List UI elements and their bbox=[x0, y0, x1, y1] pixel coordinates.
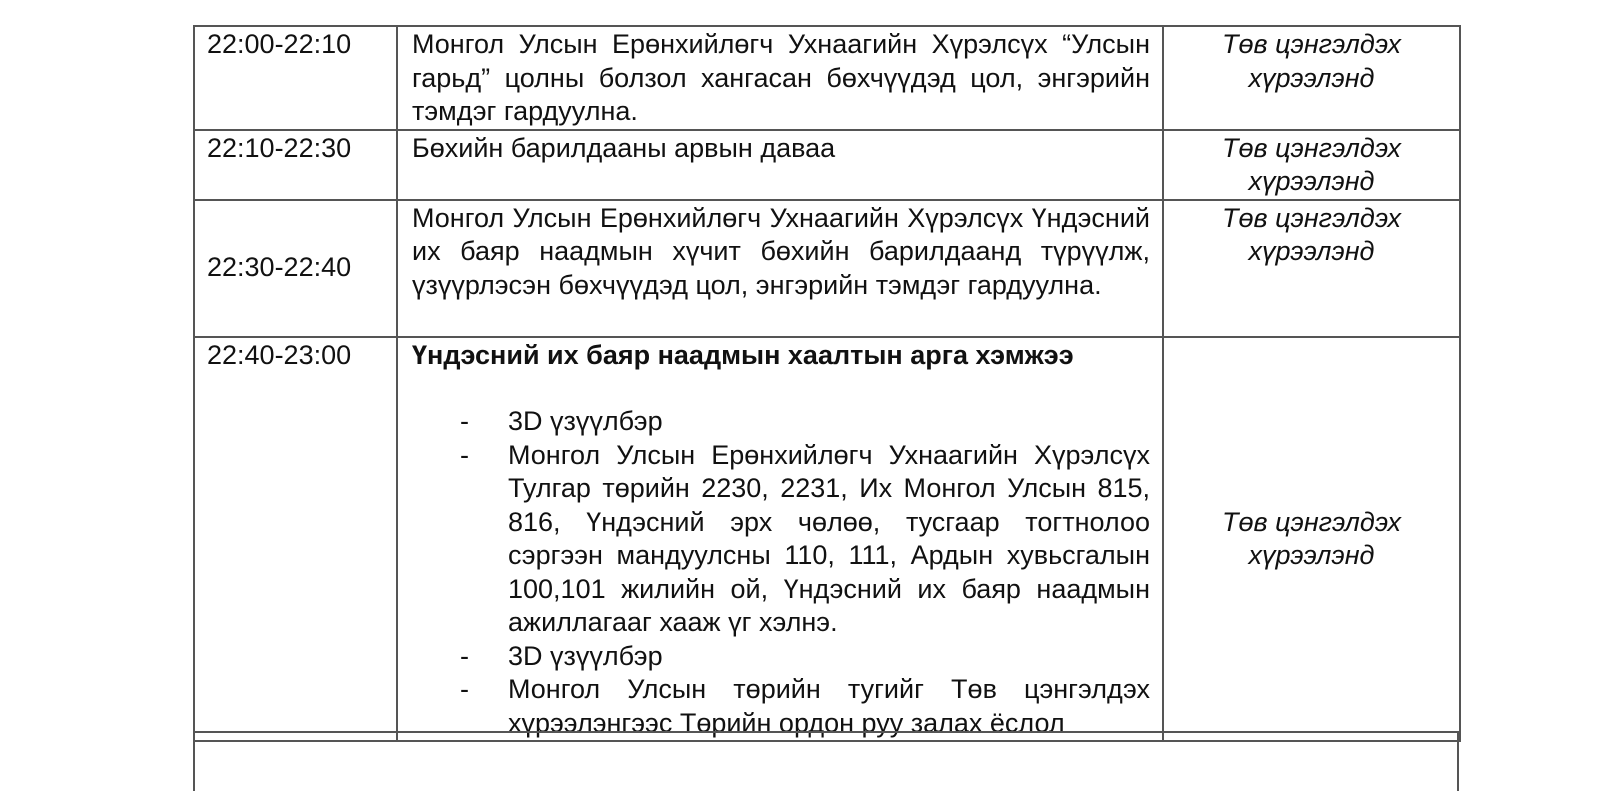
next-table-row-edge bbox=[193, 731, 1459, 791]
list-item-text: 3D үзүүлбэр bbox=[508, 406, 663, 436]
description-cell: Монгол Улсын Ерөнхийлөгч Ухнаагийн Хүрэлсүх Үндэсний их баяр наадмын хүчит бөхийн барилдаанд түрүүлж, үзүүрлэсэн бөхчүүдэд цол, энгэрийн тэмдэг гардуулна. bbox=[397, 200, 1163, 337]
bullet-dash: - bbox=[460, 439, 469, 470]
location-cell bbox=[1163, 337, 1460, 742]
time-cell: 22:30-22:40 bbox=[194, 200, 397, 337]
location-line: Төв цэнгэлдэх bbox=[1222, 202, 1401, 233]
location-line: Төв цэнгэлдэх bbox=[1222, 29, 1401, 59]
description-cell bbox=[397, 337, 1163, 742]
time-cell: 22:40-23:00 bbox=[194, 337, 397, 742]
location-cell bbox=[1163, 200, 1460, 337]
table-row bbox=[194, 130, 1460, 200]
spacer bbox=[412, 372, 1150, 405]
time-cell: 22:10-22:30 bbox=[194, 130, 397, 200]
time-cell: 22:00-22:10 bbox=[194, 26, 397, 130]
location-line: хүрээлэнд bbox=[1248, 236, 1375, 266]
bullet-dash: - bbox=[460, 406, 469, 436]
location-line: Төв цэнгэлдэх bbox=[1222, 506, 1401, 537]
bullet-dash: - bbox=[460, 640, 469, 671]
location-line: хүрээлэнд bbox=[1248, 166, 1375, 196]
event-list bbox=[412, 405, 1150, 740]
location-line: Төв цэнгэлдэх bbox=[1222, 132, 1401, 163]
location-cell bbox=[1163, 26, 1460, 130]
list-item bbox=[412, 405, 1150, 439]
section-title: Үндэсний их баяр наадмын хаалтын арга хэмжээ bbox=[412, 339, 1074, 370]
location-cell bbox=[1163, 130, 1460, 200]
location-line: хүрээлэнд bbox=[1248, 62, 1375, 93]
bullet-dash: - bbox=[460, 674, 469, 704]
table-row bbox=[194, 26, 1460, 130]
list-item bbox=[412, 439, 1150, 640]
list-item bbox=[412, 640, 1150, 674]
schedule-table bbox=[193, 25, 1461, 742]
list-item-text: Монгол Улсын Ерөнхийлөгч Ухнаагийн Хүрэлсүх Тулгар төрийн 2230, 2231, Их Монгол Улсын 815, 816, Үндэсний эрх чөлөө, тусгаар тогтнолоо сэргээн мандуулсны 110, 111, Ардын хувьсгалын 100,101 жилийн ой, Үндэсний их баяр наадмын ажиллагааг хааж үг хэлнэ. bbox=[508, 439, 1150, 637]
list-item bbox=[412, 673, 1150, 740]
table-row bbox=[194, 337, 1460, 742]
list-item-text: 3D үзүүлбэр bbox=[508, 640, 663, 671]
description-cell: Монгол Улсын Ерөнхийлөгч Ухнаагийн Хүрэлсүх “Улсын гарьд” цолны болзол хангасан бөхчүүдэд цол, энгэрийн тэмдэг гардуулна. bbox=[397, 26, 1163, 130]
list-item-text: Монгол Улсын төрийн тугийг Төв цэнгэлдэх хүрээлэнгээс Төрийн ордон руу залах ёслол bbox=[508, 674, 1150, 738]
location-line: хүрээлэнд bbox=[1248, 540, 1375, 571]
table-row bbox=[194, 200, 1460, 337]
description-cell: Бөхийн барилдааны арвын даваа bbox=[397, 130, 1163, 200]
